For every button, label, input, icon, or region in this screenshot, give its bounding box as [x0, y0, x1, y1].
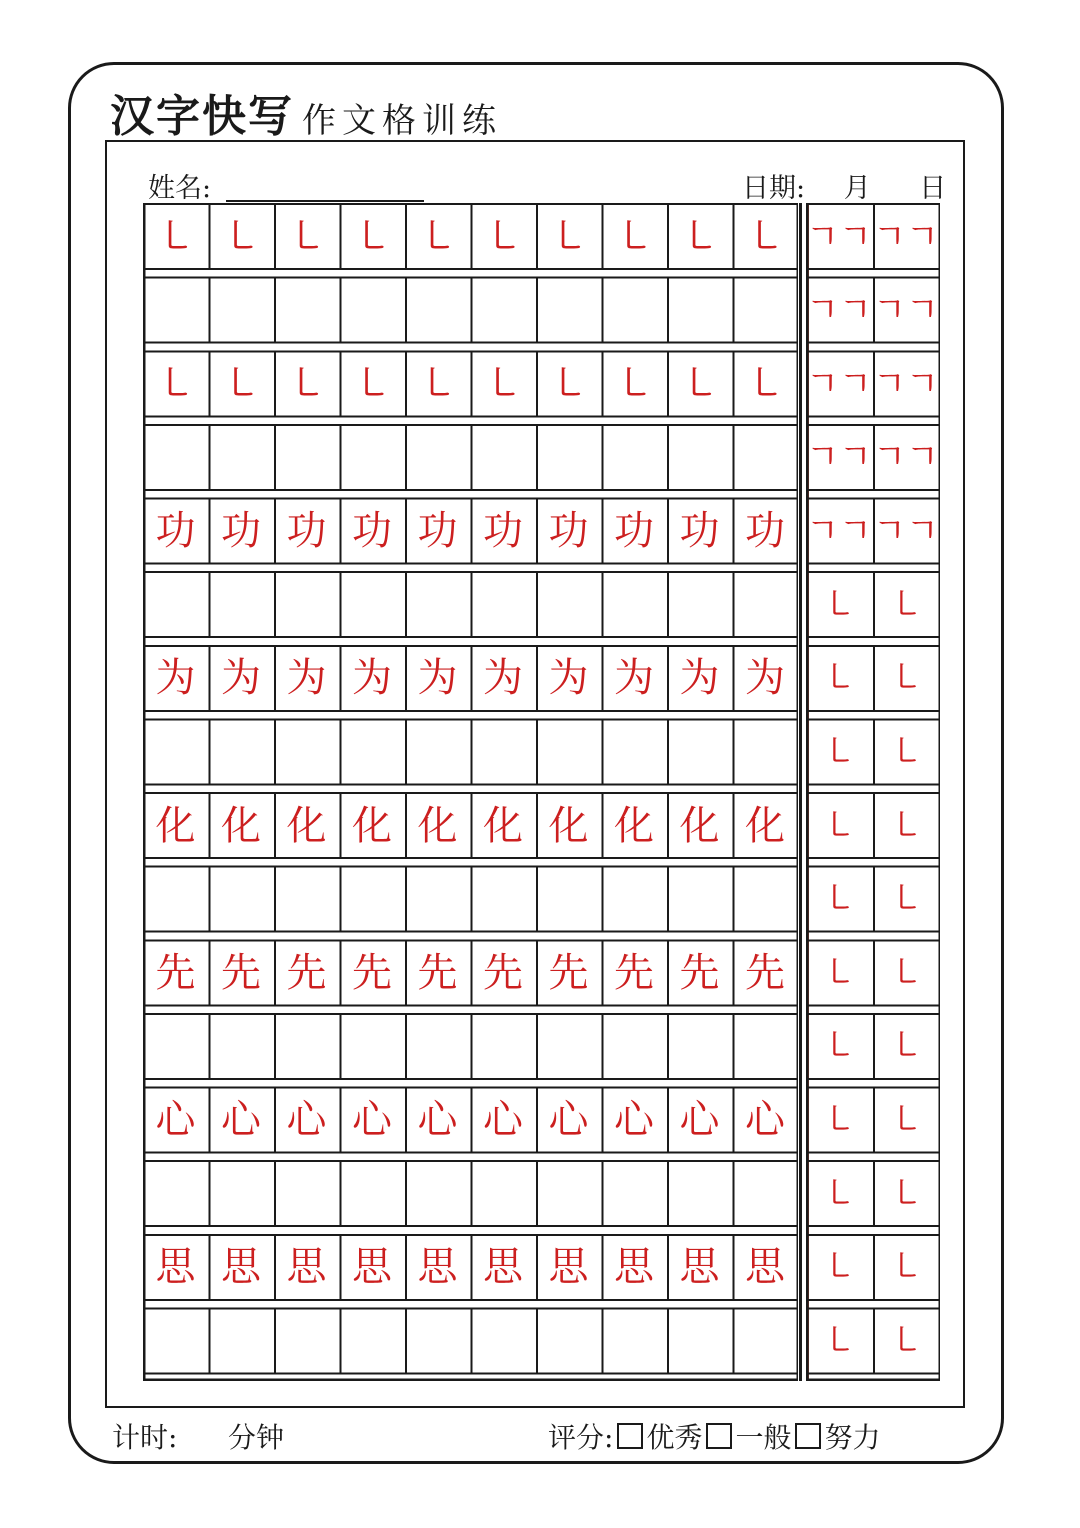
side-cell: ㇄: [822, 1026, 856, 1067]
practice-cell: 化: [548, 802, 589, 849]
practice-cell: 为: [286, 655, 327, 702]
practice-cell: 心: [745, 1097, 785, 1143]
practice-cell: 功: [286, 508, 327, 554]
practice-cell: 思: [548, 1244, 589, 1291]
practice-cell: 心: [483, 1097, 523, 1143]
practice-cell: 心: [548, 1097, 589, 1143]
timer-label: 计时:: [112, 1421, 178, 1454]
side-cell: ㇄: [822, 805, 856, 846]
side-cell: ㄱㄱ: [873, 437, 939, 478]
side-cell: ㇄: [822, 1100, 856, 1140]
practice-cell: 化: [221, 802, 261, 849]
practice-cell: ㇄: [352, 360, 392, 407]
practice-cell: 心: [221, 1097, 261, 1143]
practice-cell: 思: [155, 1244, 196, 1291]
day-label: 日: [919, 173, 947, 204]
side-cell: ㄱㄱ: [806, 363, 872, 404]
practice-cell: 先: [679, 949, 720, 996]
practice-cell: 先: [614, 949, 654, 996]
side-cell: ㇄: [889, 658, 923, 699]
side-cell: ㄱㄱ: [873, 216, 939, 257]
side-cell: ㄱㄱ: [873, 511, 939, 551]
practice-cell: 先: [483, 949, 523, 996]
side-cell: ㇄: [822, 1320, 856, 1361]
side-cell: ㇄: [889, 1026, 923, 1067]
practice-cell: 为: [417, 655, 458, 702]
practice-cell: 思: [745, 1244, 785, 1291]
practice-cell: ㇄: [548, 213, 589, 260]
side-cell: ㄱㄱ: [806, 511, 872, 551]
practice-cell: ㇄: [679, 213, 720, 260]
practice-cell: ㇄: [679, 360, 720, 407]
name-field[interactable]: [226, 200, 424, 202]
practice-cell: 心: [155, 1097, 196, 1143]
practice-cell: ㇄: [745, 360, 785, 407]
practice-cell: ㇄: [417, 213, 458, 260]
side-cell: ㄱㄱ: [806, 216, 872, 257]
date-label: 日期:: [742, 173, 806, 204]
side-cell: ㇄: [889, 1173, 923, 1214]
practice-cell: ㇄: [417, 360, 458, 407]
side-cell: ㇄: [822, 952, 856, 993]
practice-cell: 思: [614, 1244, 654, 1291]
rating-group: [548, 1416, 880, 1456]
side-cell: ㇄: [822, 879, 856, 920]
side-cell: ㇄: [889, 879, 923, 920]
rating-label: 评分:: [548, 1421, 614, 1454]
practice-cell: 功: [745, 508, 785, 554]
practice-cell: ㇄: [221, 360, 261, 407]
practice-cell: ㇄: [155, 360, 196, 407]
practice-cell: 先: [548, 949, 589, 996]
practice-cell: 思: [679, 1244, 720, 1291]
practice-cell: 为: [221, 655, 261, 702]
side-cell: ㄱㄱ: [873, 290, 939, 331]
practice-cell: 先: [221, 949, 261, 996]
practice-cell: 化: [614, 802, 654, 849]
practice-cell: 为: [483, 655, 523, 702]
practice-cell: ㇄: [614, 213, 654, 260]
practice-cell: ㇄: [548, 360, 589, 407]
side-cell: ㇄: [889, 952, 923, 993]
practice-cell: ㇄: [483, 213, 523, 260]
practice-cell: ㇄: [483, 360, 523, 407]
practice-cell: 心: [417, 1097, 458, 1143]
practice-cell: 思: [286, 1244, 327, 1291]
side-cell: ㇄: [889, 584, 923, 625]
side-cell: ㇄: [889, 1100, 923, 1140]
practice-cell: 化: [483, 802, 523, 849]
title-main: 汉字快写: [110, 91, 294, 142]
practice-cell: 化: [155, 802, 196, 849]
grid-divider-left: [799, 203, 802, 1381]
practice-cell: 功: [155, 508, 196, 554]
practice-cell: 心: [679, 1097, 720, 1143]
date-label-group: [742, 166, 946, 205]
practice-cell: 思: [221, 1244, 261, 1291]
practice-cell: 功: [352, 508, 392, 554]
option-excellent: 优秀: [646, 1421, 703, 1454]
practice-cell: 思: [483, 1244, 523, 1291]
side-cell: ㇄: [889, 731, 923, 772]
side-cell: ㇄: [822, 658, 856, 699]
practice-cell: 思: [417, 1244, 458, 1291]
practice-cell: 心: [352, 1097, 392, 1143]
practice-cell: 为: [352, 655, 392, 702]
option-effort: 努力: [824, 1421, 881, 1454]
practice-cell: ㇄: [221, 213, 261, 260]
practice-cell: ㇄: [286, 360, 327, 407]
practice-cell: 功: [221, 508, 261, 554]
side-cell: ㇄: [822, 1173, 856, 1214]
side-cell: ㄱㄱ: [806, 437, 872, 478]
practice-cell: 先: [286, 949, 327, 996]
practice-cell: 心: [614, 1097, 654, 1143]
month-label: 月: [843, 173, 871, 204]
side-cell: ㇄: [822, 1247, 856, 1288]
practice-cell: 为: [614, 655, 654, 702]
practice-cell: 化: [352, 802, 392, 849]
practice-cell: 为: [679, 655, 720, 702]
side-cell: ㄱㄱ: [873, 363, 939, 404]
practice-cell: ㇄: [286, 213, 327, 260]
practice-cell: 思: [352, 1244, 392, 1291]
practice-grid: [143, 203, 798, 1381]
checkbox-average[interactable]: [706, 1423, 732, 1449]
sheet-title: [110, 84, 502, 144]
practice-cell: 化: [679, 802, 720, 849]
practice-cell: ㇄: [155, 213, 196, 260]
name-label: 姓名:: [148, 173, 212, 204]
practice-cell: ㇄: [352, 213, 392, 260]
minutes-label: 分钟: [228, 1421, 285, 1454]
practice-cell: ㇄: [745, 213, 785, 260]
practice-cell: ㇄: [614, 360, 654, 407]
side-cell: ㇄: [822, 731, 856, 772]
practice-cell: 先: [745, 949, 785, 996]
practice-cell: 先: [352, 949, 392, 996]
practice-cell: 化: [417, 802, 458, 849]
practice-cell: 心: [286, 1097, 327, 1143]
title-sub: 作文格训练: [302, 101, 502, 141]
checkbox-effort[interactable]: [795, 1423, 821, 1449]
side-cell: ㄱㄱ: [806, 290, 872, 331]
practice-cell: 功: [417, 508, 458, 554]
practice-cell: 化: [286, 802, 327, 849]
side-cell: ㇄: [889, 1247, 923, 1288]
practice-cell: 先: [155, 949, 196, 996]
practice-cell: 功: [679, 508, 720, 554]
practice-cell: 先: [417, 949, 458, 996]
practice-cell: 为: [155, 655, 196, 702]
side-cell: ㇄: [889, 805, 923, 846]
checkbox-excellent[interactable]: [617, 1423, 643, 1449]
side-cell: ㇄: [822, 584, 856, 625]
side-practice-grid: [806, 203, 940, 1381]
practice-cell: 功: [548, 508, 589, 554]
practice-cell: 为: [745, 655, 785, 702]
side-cell: ㇄: [889, 1320, 923, 1361]
practice-cell: 功: [614, 508, 654, 554]
practice-cell: 功: [483, 508, 523, 554]
practice-cell: 为: [548, 655, 589, 702]
practice-cell: 化: [745, 802, 785, 849]
option-average: 一般: [735, 1421, 792, 1454]
